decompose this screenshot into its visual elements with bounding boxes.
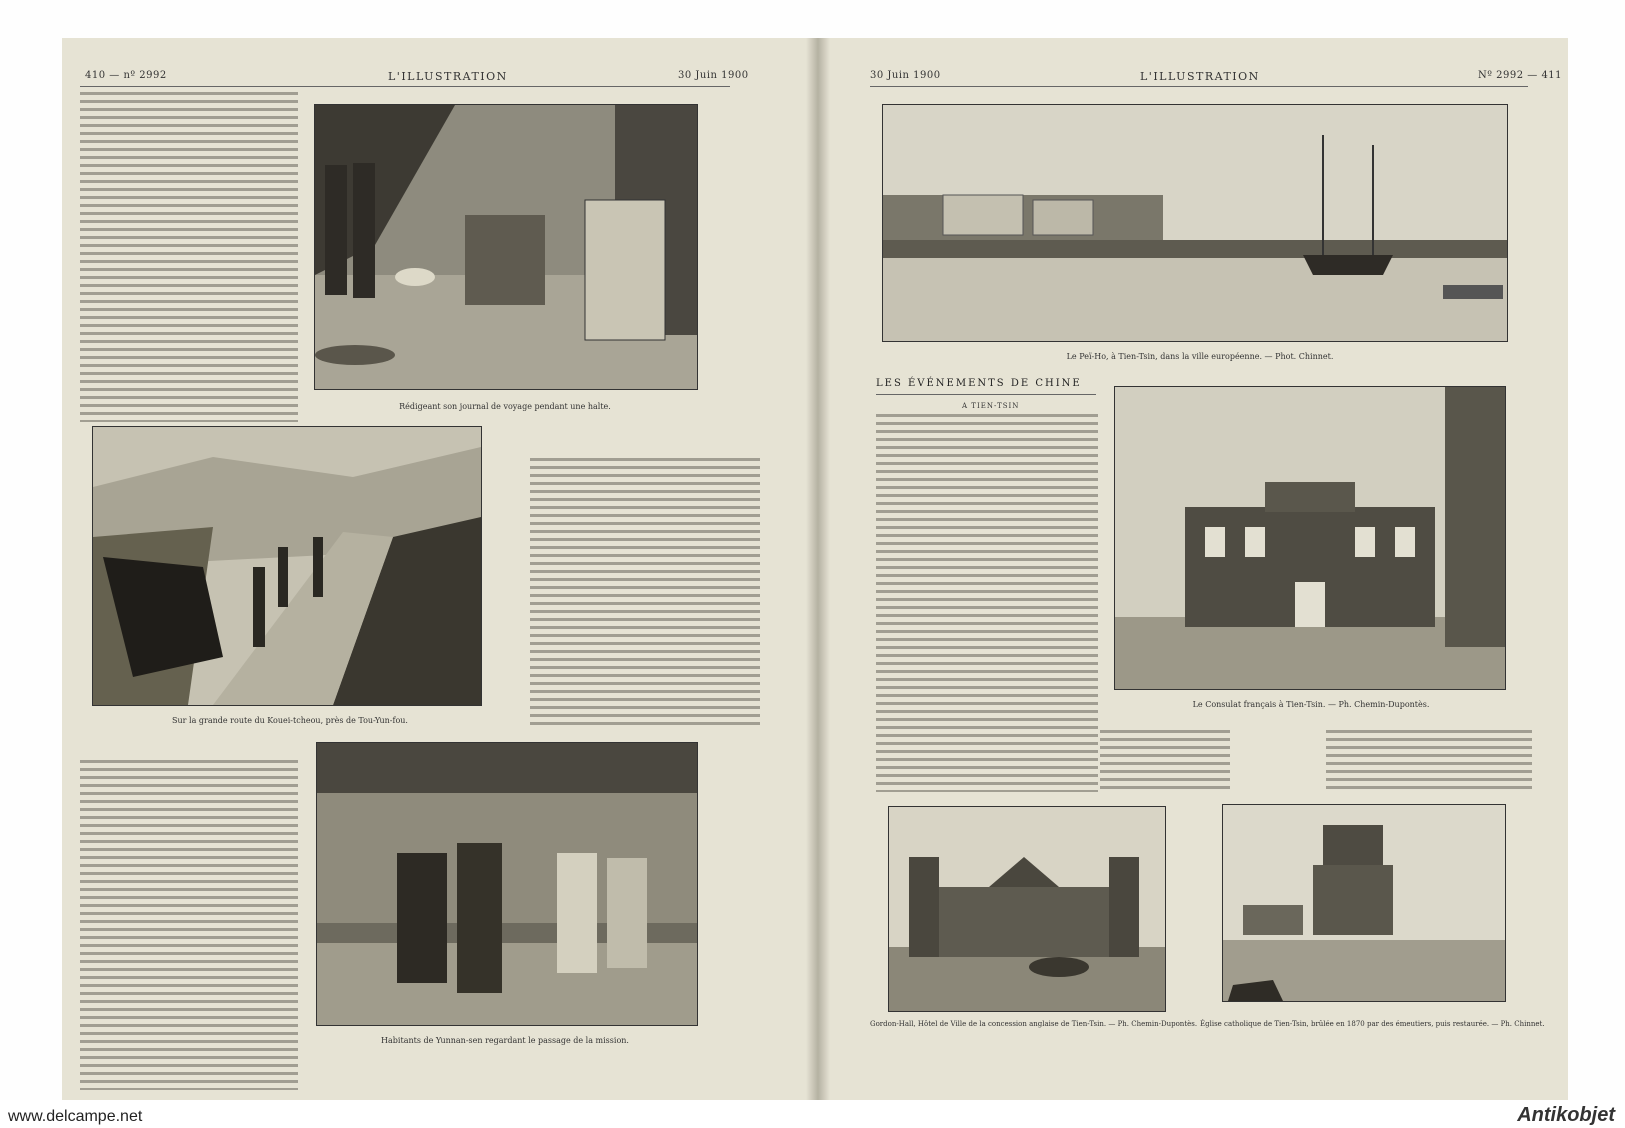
article-subhead: A TIEN-TSIN <box>962 402 1020 410</box>
article-title: LES ÉVÉNEMENTS DE CHINE <box>876 378 1082 389</box>
photo-great-road <box>92 426 482 706</box>
caption-pei-ho: Le Peï-Ho, à Tien-Tsin, dans la ville européenne. — Phot. Chinnet. <box>1066 352 1334 361</box>
photo-yunnan-inhabitants <box>316 742 698 1026</box>
caption-great-road: Sur la grande route du Kouei-tcheou, près de Tou-Yun-fou. <box>172 716 408 725</box>
caption-yunnan-inhabitants: Habitants de Yunnan-sen regardant le passage de la mission. <box>381 1036 629 1045</box>
photo-travel-halt <box>314 104 698 390</box>
text-column-6 <box>1326 730 1532 792</box>
caption-travel-halt: Rédigeant son journal de voyage pendant une halte. <box>399 402 611 411</box>
photo-pei-ho <box>882 104 1508 342</box>
photo-catholic-church <box>1222 804 1506 1002</box>
right-masthead: L'ILLUSTRATION <box>1140 70 1260 83</box>
right-header-rule <box>870 86 1528 87</box>
caption-gordon-hall: Gordon-Hall, Hôtel de Ville de la concession anglaise de Tien-Tsin. — Ph. Chemin-Dupontès. <box>870 1020 1198 1028</box>
book-gutter <box>806 38 830 1100</box>
photo-gordon-hall <box>888 806 1166 1012</box>
left-date: 30 Juin 1900 <box>678 70 749 81</box>
footer-bar <box>0 1100 1625 1128</box>
text-column-4 <box>876 414 1098 792</box>
title-rule <box>876 394 1096 395</box>
right-page-number: Nº 2992 — 411 <box>1478 70 1563 81</box>
delcampe-url[interactable]: www.delcampe.net <box>8 1108 143 1125</box>
right-date: 30 Juin 1900 <box>870 70 941 81</box>
caption-catholic-church: Église catholique de Tien-Tsin, brûlée en 1870 par des émeutiers, puis restaurée. — Ph. Chinnet. <box>1200 1020 1545 1028</box>
photo-french-consulate <box>1114 386 1506 690</box>
left-masthead: L'ILLUSTRATION <box>388 70 508 83</box>
antikobjet-logo: Antikobjet <box>1517 1104 1615 1126</box>
left-header-rule <box>80 86 730 87</box>
text-column-2 <box>530 458 760 726</box>
text-column-3 <box>80 760 298 1090</box>
text-column-5 <box>1100 730 1230 792</box>
text-column-1 <box>80 92 298 422</box>
left-page-number: 410 — nº 2992 <box>85 70 167 81</box>
caption-french-consulate: Le Consulat français à Tien-Tsin. — Ph. Chemin-Dupontès. <box>1192 700 1430 709</box>
